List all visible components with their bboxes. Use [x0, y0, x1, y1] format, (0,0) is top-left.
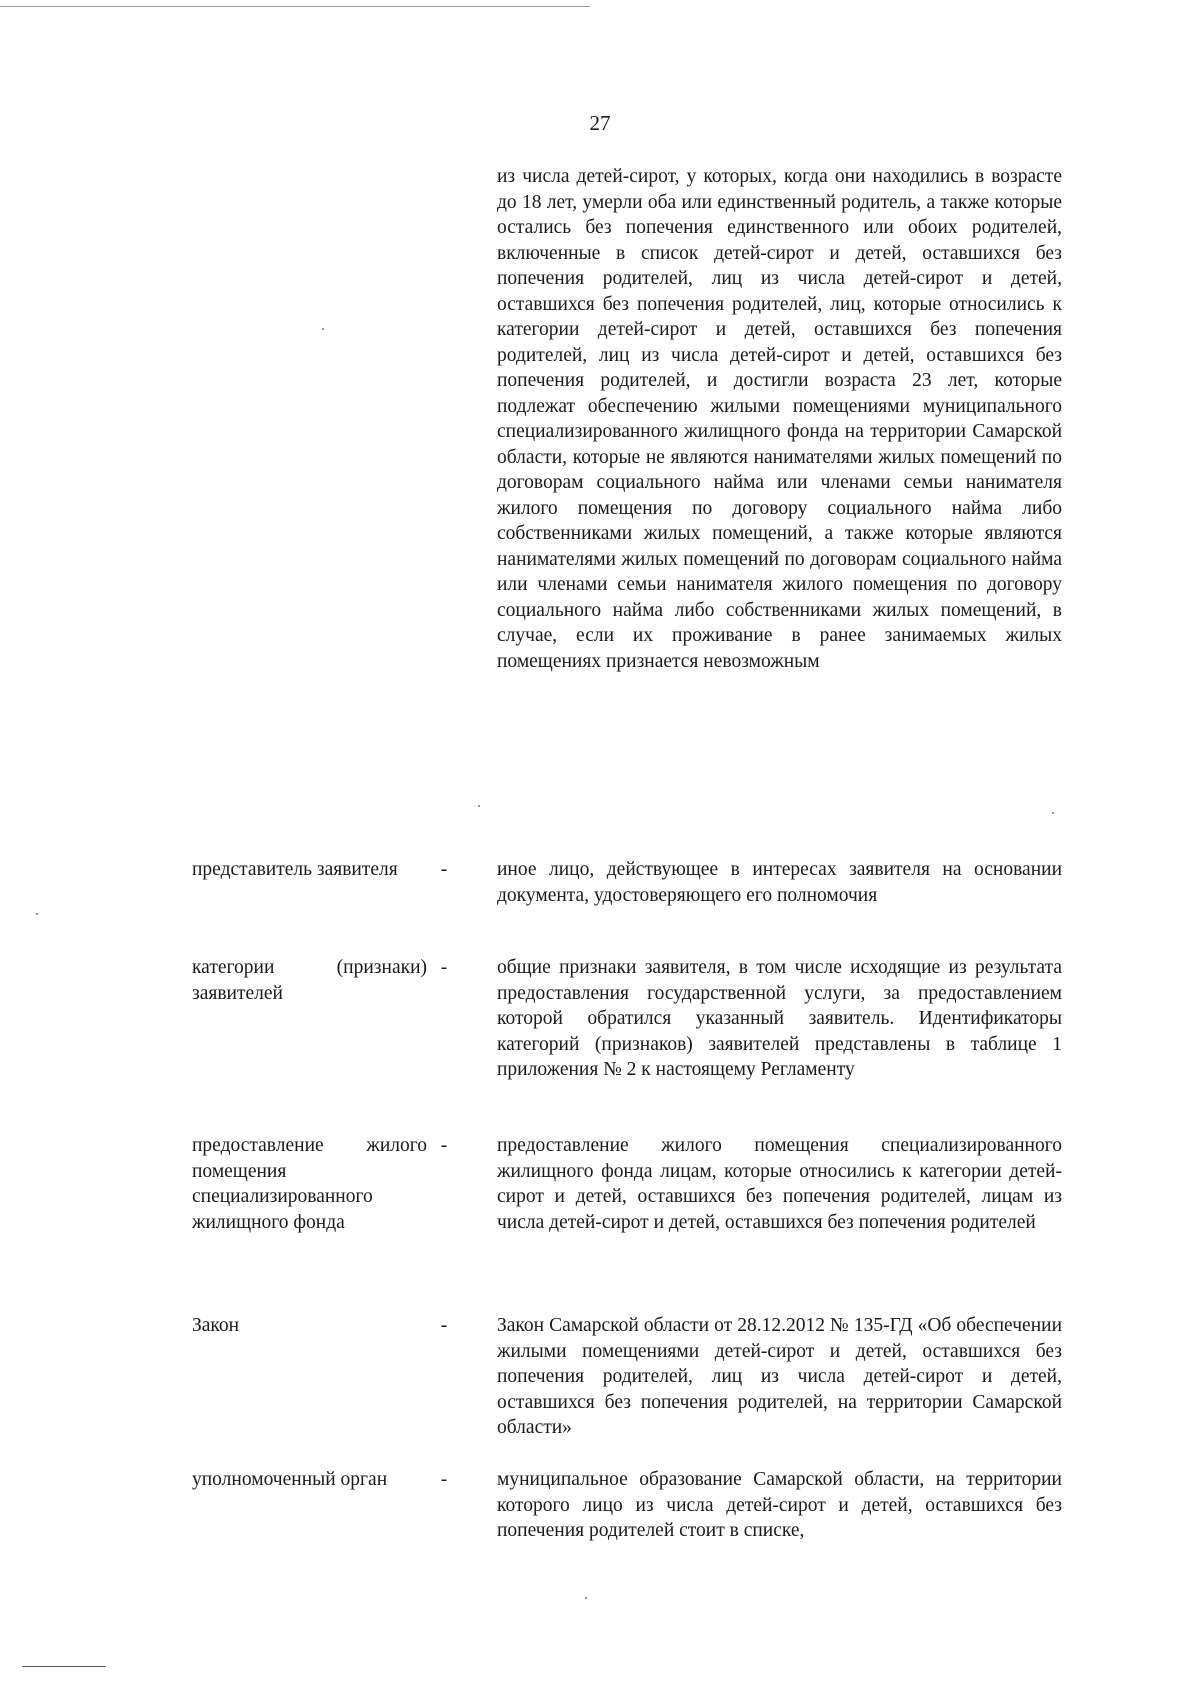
term-dash: - [440, 1135, 448, 1156]
definition-text: общие признаки заявителя, в том числе исходящие из результата предоставления государственной услуги, за предоставлением которой обратился указанный заявитель. Идентификаторы категорий (признаков) заявителей представлены в таблице 1 приложения № 2 к настоящему Регламенту [497, 957, 1062, 1080]
definition-text: иное лицо, действующее в интересах заявителя на основании документа, удостоверяющего его полномочия [497, 859, 1062, 906]
term: уполномоченный орган [192, 1469, 388, 1490]
term-dash: - [440, 957, 448, 978]
term: категории (признаки) заявителей [192, 957, 427, 1004]
term-dash: - [440, 1469, 448, 1490]
scan-edge-line [0, 6, 590, 7]
definition-text: предоставление жилого помещения специализированного жилищного фонда лицам, которые относились к категории детей-сирот и детей, оставшихся без попечения родителей, лицам из числа детей-сирот и детей, оставшихся без попечения родителей [497, 1135, 1062, 1233]
term: Закон [192, 1315, 240, 1336]
term-dash: - [440, 1315, 448, 1336]
scan-speck [36, 913, 38, 915]
continuation-text: из числа детей-сирот, у которых, когда они находились в возрасте до 18 лет, умерли оба или единственный родитель, а также которые остались без попечения единственного или обоих родителей, включенные в список детей-сирот и детей, оставшихся без попечения родителей, лиц из числа детей-сирот и детей, оставшихся без попечения родителей, лиц, которые относились к категории детей-сирот и детей, оставшихся без попечения родителей, лиц из числа детей-сирот и детей, оставшихся без попечения родителей, и достигли возраста 23 лет, которые подлежат обеспечению жилыми помещениями муниципального специализированного жилищного фонда на территории Самарской области, которые не являются нанимателями жилых помещений по договорам социального найма или членами семьи нанимателя жилого помещения по договору социального найма либо собственниками жилых помещений, а также которые являются нанимателями жилых помещений по договорам социального найма или членами семьи нанимателя жилого помещения по договору социального найма либо собственниками жилых помещений, в случае, если их проживание в ранее занимаемых жилых помещениях признается невозможным [497, 166, 1062, 672]
term: предоставление жилого помещения специализированного жилищного фонда [192, 1135, 427, 1233]
scan-speck [1052, 812, 1054, 814]
scan-edge-line [22, 1666, 106, 1667]
term: представитель заявителя [192, 859, 398, 880]
scan-speck [585, 1597, 587, 1599]
scan-speck [478, 805, 480, 807]
definition-text: Закон Самарской области от 28.12.2012 № 135-ГД «Об обеспечении жилыми помещениями детей-сирот и детей, оставшихся без попечения родителей, лиц из числа детей-сирот и детей, оставшихся без попечения родителей, на территории Самарской области» [497, 1315, 1062, 1438]
scan-speck [322, 328, 324, 330]
term-dash: - [440, 859, 448, 880]
definition-text: муниципальное образование Самарской области, на территории которого лицо из числа детей-сирот и детей, оставшихся без попечения родителей стоит в списке, [497, 1469, 1062, 1541]
page-number: 27 [589, 111, 611, 135]
